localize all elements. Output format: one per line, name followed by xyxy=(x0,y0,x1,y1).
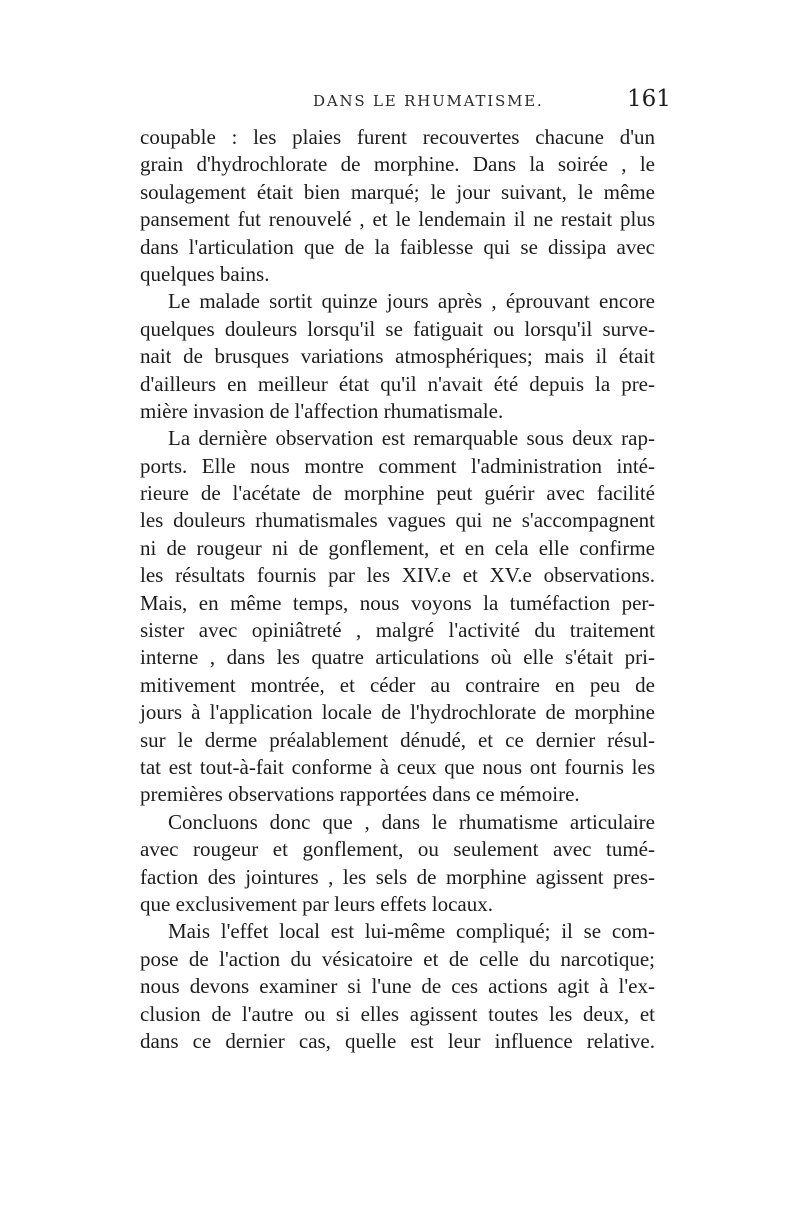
text-line: jours à l'application locale de l'hydrochlorate de morphine xyxy=(140,700,655,725)
text-line: quelques douleurs lorsqu'il se fatiguait ou lorsqu'il surve- xyxy=(140,316,655,341)
text-line: La dernière observation est remarquable sous deux rap- xyxy=(168,426,655,451)
text-line: rieure de l'acétate de morphine peut guérir avec facilité xyxy=(140,481,655,506)
text-line: Concluons donc que , dans le rhumatisme articulaire xyxy=(168,809,655,834)
page-header xyxy=(0,88,800,118)
text-line: avec rougeur et gonflement, ou seulement avec tumé- xyxy=(140,837,655,862)
text-line: les résultats fournis par les XIV.e et XV.e observations. xyxy=(140,563,655,588)
text-line: interne , dans les quatre articulations où elle s'était pri- xyxy=(140,645,655,670)
page-number: 161 xyxy=(627,86,671,112)
text-line: sur le derme préalablement dénudé, et ce dernier résul- xyxy=(140,727,655,752)
text-line: mitivement montrée, et céder au contraire en peu de xyxy=(140,672,655,697)
text-line: les douleurs rhumatismales vagues qui ne s'accompagnent xyxy=(140,508,655,533)
text-line: clusion de l'autre ou si elles agissent toutes les deux, et xyxy=(140,1001,655,1026)
text-line: sister avec opiniâtreté , malgré l'activité du traitement xyxy=(140,618,655,643)
text-line: nait de brusques variations atmosphériques; mais il était xyxy=(140,344,655,369)
text-line: Mais, en même temps, nous voyons la tuméfaction per- xyxy=(140,590,655,615)
text-line: coupable : les plaies furent recouvertes chacune d'un xyxy=(140,125,655,149)
text-line: mière invasion de l'affection rhumatismale. xyxy=(140,398,504,423)
body-text xyxy=(140,124,655,1055)
text-line: pose de l'action du vésicatoire et de celle du narcotique; xyxy=(140,946,655,971)
text-line: soulagement était bien marqué; le jour suivant, le même xyxy=(140,179,655,204)
text-line: dans l'articulation que de la faiblesse qui se dissipa avec xyxy=(140,234,655,259)
text-line: ports. Elle nous montre comment l'administration inté- xyxy=(140,453,655,478)
text-line: ni de rougeur ni de gonflement, et en cela elle confirme xyxy=(140,535,655,560)
running-head: DANS LE RHUMATISME. xyxy=(313,92,544,110)
text-line: grain d'hydrochlorate de morphine. Dans la soirée , le xyxy=(140,152,655,177)
text-line: que exclusivement par leurs effets locaux. xyxy=(140,891,493,916)
text-line: nous devons examiner si l'une de ces actions agit à l'ex- xyxy=(140,974,655,999)
text-line: faction des jointures , les sels de morphine agissent pres- xyxy=(140,864,655,889)
text-line: dans ce dernier cas, quelle est leur influence relative. xyxy=(140,1028,655,1053)
text-line: premières observations rapportées dans ce mémoire. xyxy=(140,782,580,807)
text-line: quelques bains. xyxy=(140,261,270,286)
text-line: Le malade sortit quinze jours après , éprouvant encore xyxy=(168,289,655,314)
text-line: pansement fut renouvelé , et le lendemain il ne restait plus xyxy=(140,207,655,232)
text-line: tat est tout-à-fait conforme à ceux que nous ont fournis les xyxy=(140,754,655,779)
text-line: d'ailleurs en meilleur état qu'il n'avait été depuis la pre- xyxy=(140,371,655,396)
text-line: Mais l'effet local est lui-même compliqué; il se com- xyxy=(168,919,655,944)
